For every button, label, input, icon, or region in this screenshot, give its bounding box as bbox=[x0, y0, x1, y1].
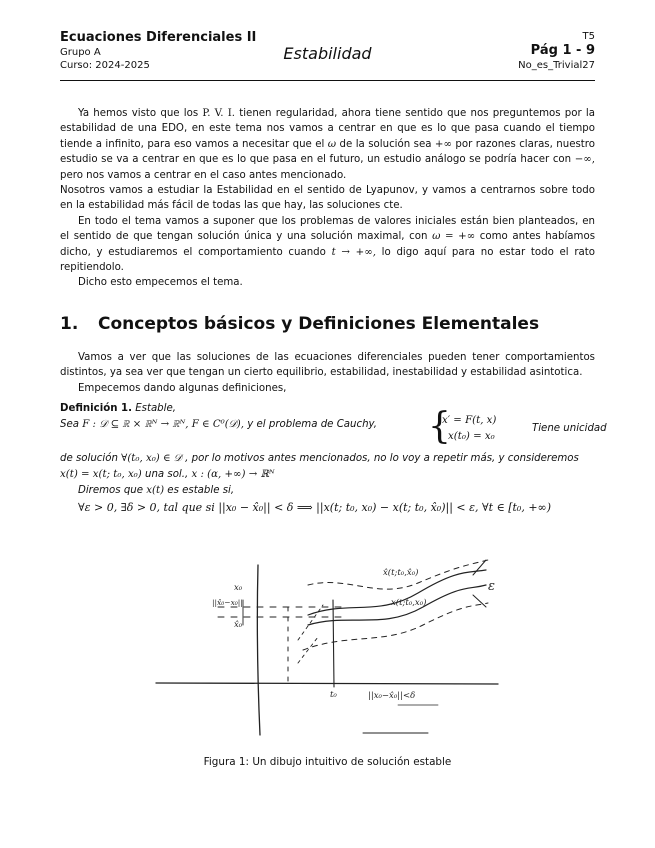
text-run: Ya hemos visto que los bbox=[78, 108, 203, 119]
header-rule bbox=[60, 80, 595, 81]
figure-caption: Figura 1: Un dibujo intuitivo de solución estable bbox=[203, 756, 452, 768]
definition-block bbox=[60, 401, 607, 499]
t-axis bbox=[156, 683, 498, 684]
page-header bbox=[60, 30, 595, 80]
year-label: Curso: 2024-2025 bbox=[60, 60, 150, 71]
header-right bbox=[518, 30, 595, 72]
pvi-abbrev: P. V. I. bbox=[202, 108, 235, 119]
group-label: Grupo A bbox=[60, 47, 101, 58]
math-map: F : 𝒟 ⊆ ℝ × ℝᴺ → ℝᴺ, F ∈ C⁰(𝒟), bbox=[82, 419, 245, 430]
eps-arrow-2 bbox=[473, 595, 486, 607]
topic-title: Estabilidad bbox=[283, 44, 372, 63]
label-x0: x₀ bbox=[234, 583, 243, 593]
section-title: Conceptos básicos y Definiciones Elementales bbox=[98, 314, 540, 334]
stability-condition: ∀ε > 0, ∃δ > 0, tal que si ||x₀ − x̂₀|| < δ ⟹ ||x(t; t₀, x₀) − x(t; t₀, x̂₀)|| < ε, ∀t ∈ [t₀, +∞) bbox=[78, 501, 551, 514]
eps-arrow-1 bbox=[473, 560, 486, 575]
cauchy-eq-1: x′ = F(t, x) bbox=[442, 415, 497, 426]
label-x-curve: x(t;t₀,x₀) bbox=[391, 598, 427, 608]
text-run: lo digo aquí para no estar todo el rato repitiendolo. bbox=[60, 246, 595, 274]
text-run: como antes habíamos dicho, y estudiaremos el comportamiento cuando bbox=[60, 231, 595, 258]
math-t-limit: t → +∞, bbox=[331, 246, 376, 258]
uniqueness-text: Tiene unicidad bbox=[532, 423, 607, 434]
intro-paragraph-4: Dicho esto empecemos el tema. bbox=[78, 277, 243, 289]
sketch-svg bbox=[148, 545, 508, 740]
text-run: Sea bbox=[60, 419, 83, 430]
intro-text bbox=[60, 106, 595, 291]
intro-paragraph-1 bbox=[60, 106, 595, 183]
t0-line bbox=[333, 600, 334, 687]
text-run: tienen regularidad, ahora tiene sentido que nos preguntemos por la estabilidad de una EDO, en este tema nos vamos a centrar en que es lo que pasa cuando el tiempo tiende a infinito, para eso vamos a necesitar que el bbox=[60, 108, 595, 150]
math-plus-inf: +∞ bbox=[434, 138, 452, 150]
cauchy-eq-2: x(t₀) = x₀ bbox=[448, 431, 495, 442]
page-number: Pág 1 - 9 bbox=[530, 43, 595, 58]
label-t0: t₀ bbox=[330, 690, 337, 700]
text-run: y el problema de Cauchy, bbox=[244, 419, 378, 430]
math-xt: x(t) bbox=[146, 485, 165, 496]
section-text bbox=[60, 350, 595, 396]
text-run: es estable si, bbox=[164, 485, 235, 496]
unit-label: T5 bbox=[582, 31, 595, 42]
text-run: pero nos vamos a centrar en el caso antes mencionado. bbox=[60, 169, 347, 181]
tube-lower bbox=[303, 603, 488, 650]
text-run: una sol., bbox=[141, 469, 192, 480]
dashed-slope-2 bbox=[298, 637, 318, 663]
stability-sketch bbox=[148, 545, 508, 740]
text-run: por razones claras, nuestro estudio se va a centrar en que es lo que pasa en el futuro, un estudio análogo se podría hacer con bbox=[60, 138, 595, 166]
section-paragraph-1: Vamos a ver que las soluciones de las ecuaciones diferenciales pueden tener comportamientos distintos, ya sea ver que tengan un cierto equilibrio, estabilidad, inestabilidad y estabilidad asintotica. bbox=[60, 352, 595, 379]
section-paragraph-2: Empecemos dando algunas definiciones, bbox=[78, 382, 287, 394]
intro-paragraph-3 bbox=[60, 214, 595, 276]
label-delta: ||x₀−x̂₀||<δ bbox=[368, 691, 416, 701]
definition-line-4 bbox=[60, 467, 595, 483]
author-label: No_es_Trivial27 bbox=[518, 60, 595, 71]
text-run: de solución bbox=[60, 453, 122, 464]
definition-line-5 bbox=[60, 483, 595, 499]
x-axis bbox=[257, 565, 260, 735]
text-run: En todo el tema vamos a suponer que los problemas de valores iniciales están bien planteados, en el sentido de que tengan solución única y una solución maximal, con bbox=[60, 215, 595, 243]
course-title: Ecuaciones Diferenciales II bbox=[60, 30, 257, 45]
definition-name: Estable, bbox=[135, 403, 176, 414]
text-run: de la solución sea bbox=[336, 138, 435, 150]
math-forall: ∀(t₀, x₀) ∈ 𝒟 bbox=[121, 453, 182, 464]
math-omega: ω bbox=[327, 138, 337, 150]
label-norm-left: ||x̂₀−x₀|| bbox=[212, 598, 243, 607]
definition-label: Definición 1. bbox=[60, 403, 132, 414]
section-heading bbox=[60, 314, 539, 334]
intro-paragraph-2: Nosotros vamos a estudiar la Estabilidad en el sentido de Lyapunov, y vamos a centrarnos sobre todo en la estabilidad más fácil de todas las que hay, las soluciones cte. bbox=[60, 185, 595, 212]
label-epsilon: ε bbox=[488, 579, 495, 594]
label-xhat-curve: x̂(t;t₀,x̂₀) bbox=[383, 568, 419, 578]
text-run: , por lo motivos antes mencionados, no lo voy a repetir más, y consideremos bbox=[181, 453, 579, 464]
left-brace: { bbox=[428, 406, 451, 447]
math-solution: x(t) = x(t; t₀, x₀) bbox=[60, 469, 142, 480]
math-omega-eq: ω = +∞ bbox=[432, 231, 476, 243]
section-number: 1. bbox=[60, 314, 79, 334]
definition-line-3 bbox=[60, 451, 595, 467]
text-run: Diremos que bbox=[78, 485, 147, 496]
label-x0hat: x̂₀ bbox=[234, 620, 243, 630]
definition-title bbox=[60, 401, 595, 417]
math-domain: x : (α, +∞) → ℝᴺ bbox=[191, 469, 275, 480]
math-minus-inf: −∞, bbox=[574, 154, 595, 166]
